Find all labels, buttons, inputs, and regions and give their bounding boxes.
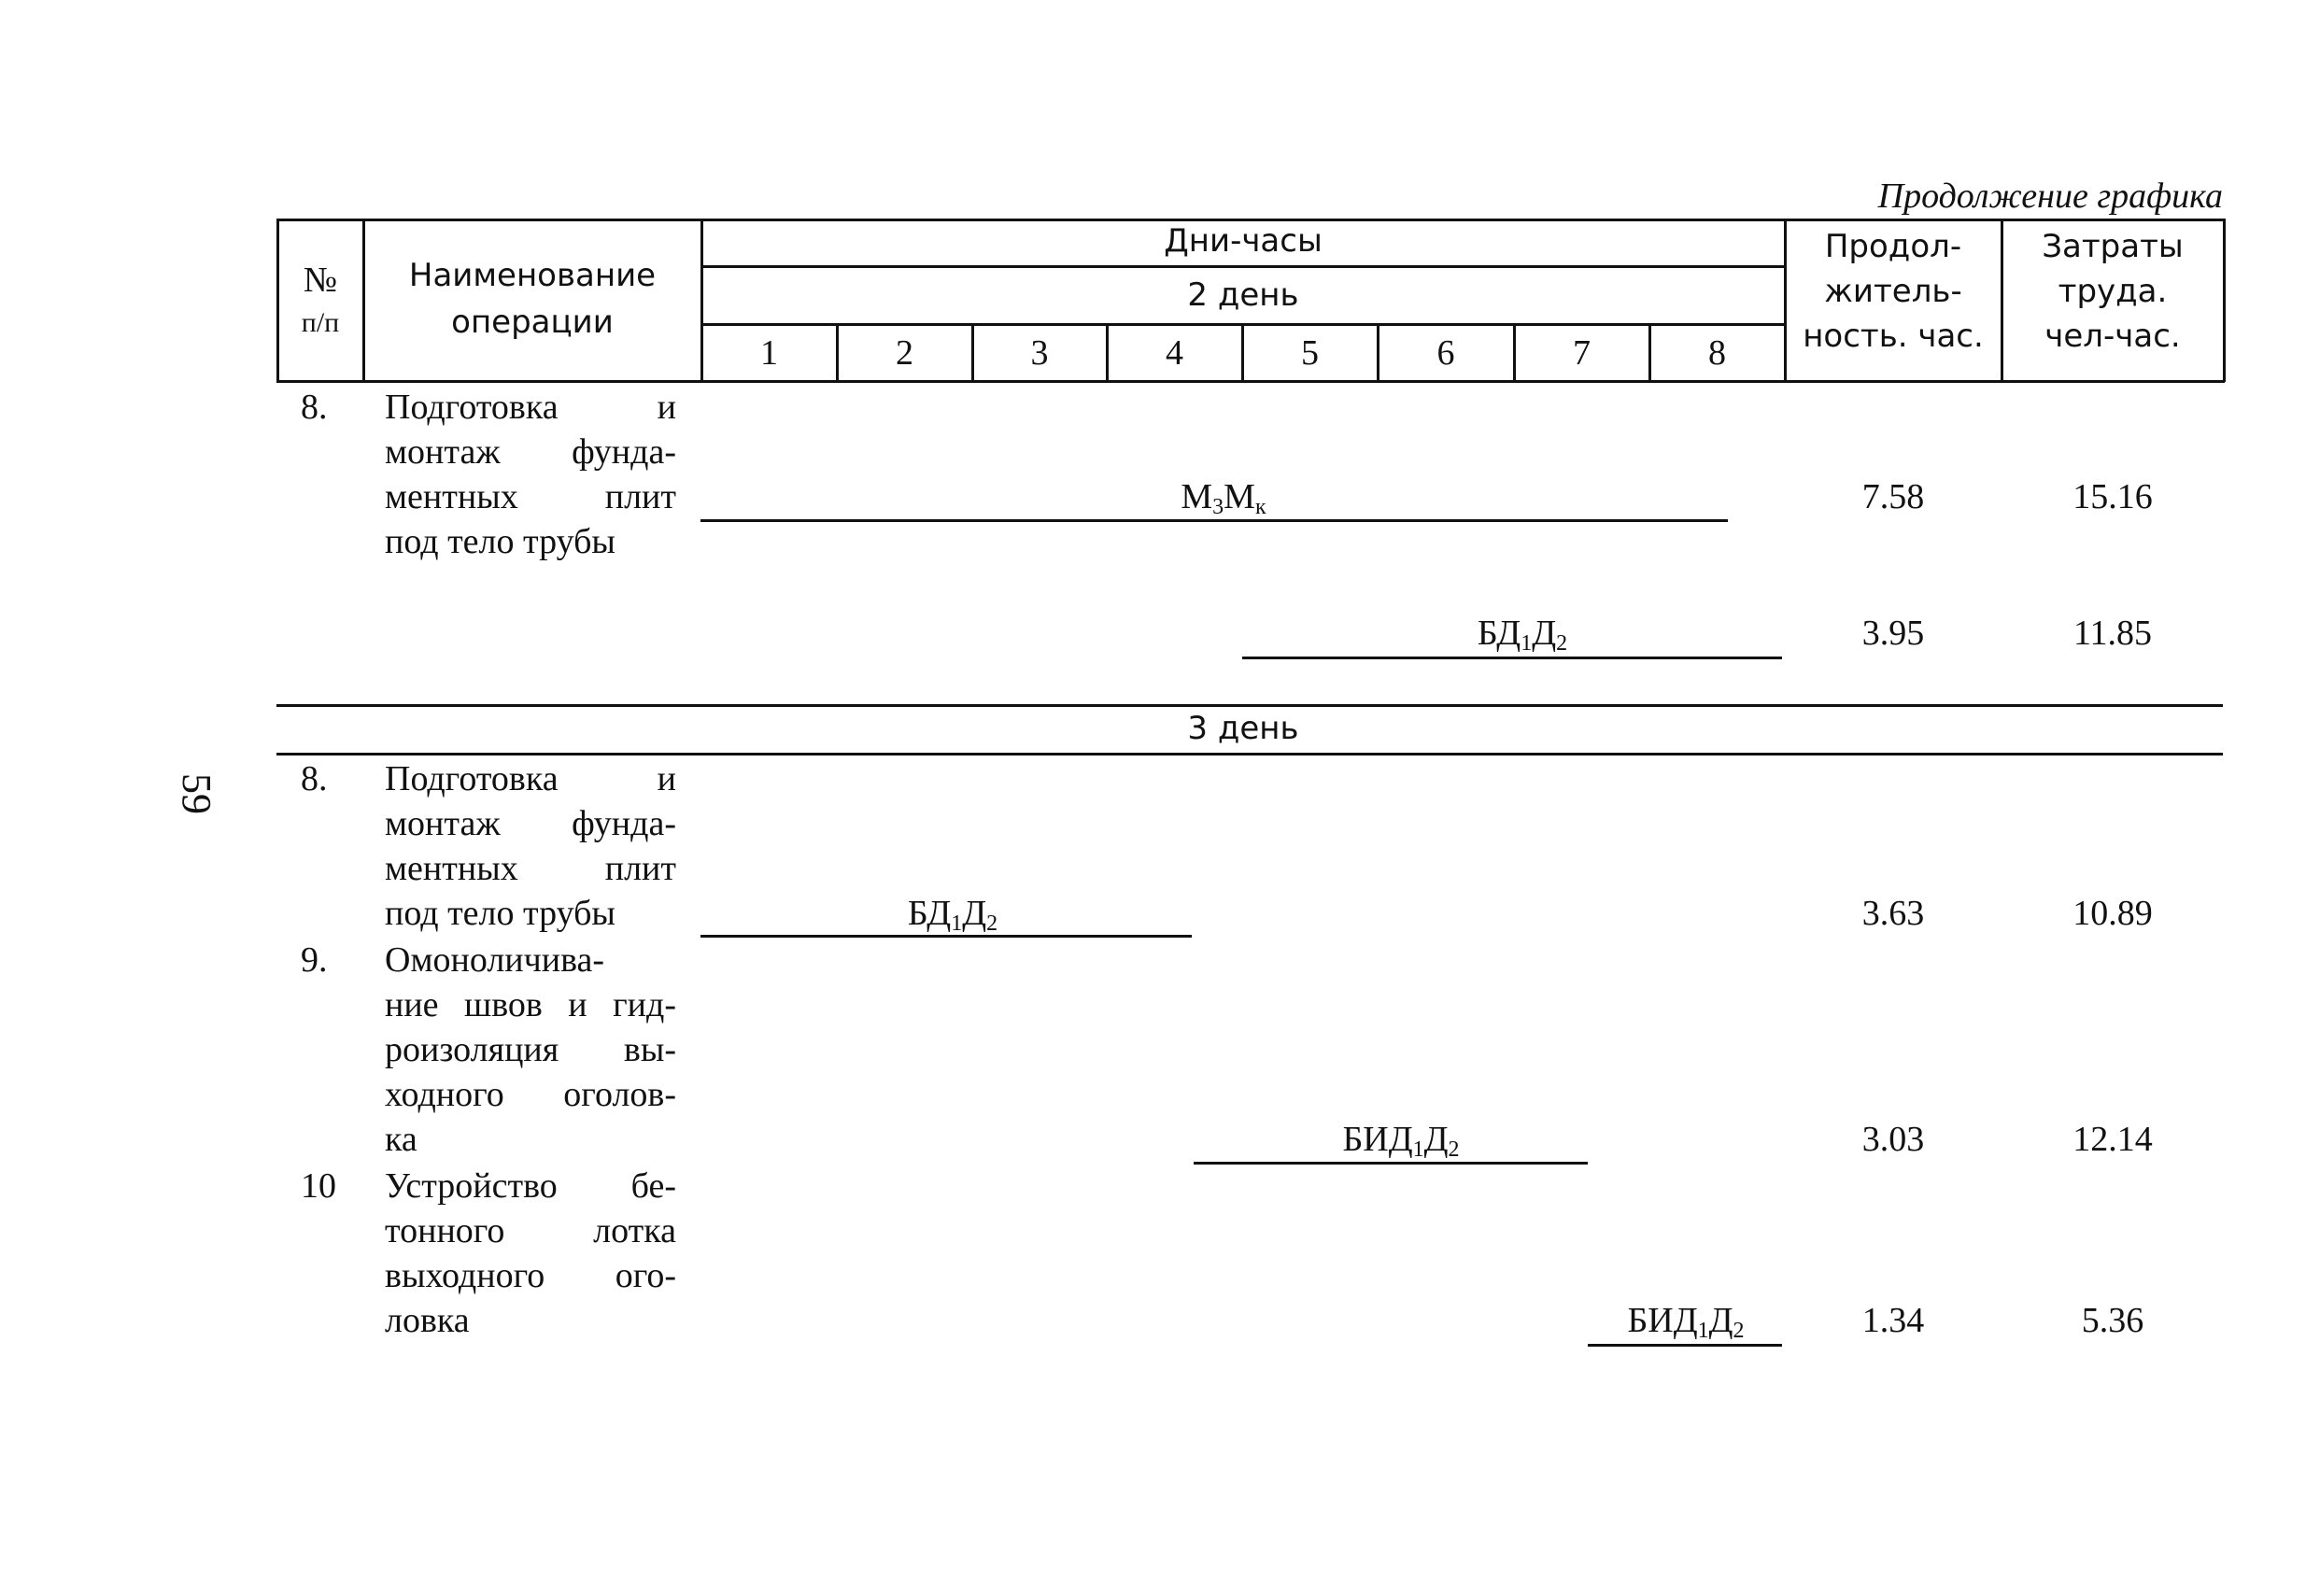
table-caption: Продолжение графика	[1877, 177, 2223, 216]
duration-value: 1.34	[1861, 1301, 1925, 1340]
operation-name-line: под тело трубы	[385, 522, 615, 561]
header-duration-line: ность. час.	[1803, 318, 1984, 355]
operation-name-line: ка	[385, 1120, 417, 1159]
operation-name-line: Омоноличива-	[385, 940, 605, 980]
header-operation-name: Наименование операции	[408, 257, 657, 341]
hour-7: 7	[1573, 333, 1591, 373]
operation-name-line: монтаж фунда-	[385, 804, 676, 843]
hour-5: 5	[1301, 333, 1319, 373]
operation-name-line: монтаж фунда-	[385, 432, 676, 472]
gantt-bar-label: $БИД_1Д_2$	[1342, 1120, 1460, 1162]
labor-value: 5.36	[2081, 1301, 2144, 1340]
row-number: 8.	[301, 388, 328, 427]
header-labor-line: Затраты	[2042, 228, 2184, 265]
labor-value: 15.16	[2072, 477, 2153, 516]
operation-name-line: ходного оголов-	[385, 1075, 676, 1114]
header-num-symbol: №	[303, 261, 338, 300]
labor-value: 12.14	[2072, 1120, 2153, 1159]
day3-label: 3 день	[1187, 710, 1299, 747]
labor-value: 11.85	[2072, 614, 2153, 653]
gantt-bar	[700, 519, 1728, 522]
operation-name-line: ментных плит	[385, 477, 676, 516]
day3-bottom-rule	[276, 753, 2223, 756]
gantt-bar	[1242, 657, 1782, 659]
header-labor-line: чел-час.	[2044, 318, 2181, 355]
row-number: 10	[301, 1166, 336, 1206]
operation-name-line: Устройство бе-	[385, 1166, 676, 1206]
duration-value: 3.95	[1861, 614, 1925, 653]
hour-4: 4	[1166, 333, 1183, 373]
header-duration-line: житель-	[1824, 273, 1962, 310]
gantt-bar-label: $БИД_1Д_2$	[1627, 1301, 1745, 1343]
duration-value: 3.63	[1861, 894, 1925, 933]
operation-name-line: ние швов и гид-	[385, 985, 676, 1024]
operation-name-line: ментных плит	[385, 849, 676, 888]
gantt-bar	[1194, 1162, 1588, 1165]
header-num-abbrev: п/п	[301, 307, 340, 338]
row-number: 9.	[301, 940, 328, 980]
operation-name-line: выходного ого-	[385, 1256, 676, 1295]
operation-name-line: роизоляция вы-	[385, 1030, 676, 1069]
gantt-bar-label: $М_3М_к$	[1181, 477, 1266, 519]
operation-name-line: под тело трубы	[385, 894, 615, 933]
hour-1: 1	[760, 333, 778, 373]
hour-3: 3	[1030, 333, 1049, 373]
page-number: 59	[174, 773, 219, 814]
labor-value: 10.89	[2072, 894, 2153, 933]
duration-value: 7.58	[1861, 477, 1925, 516]
duration-value: 3.03	[1861, 1120, 1925, 1159]
gantt-bar	[1588, 1344, 1782, 1347]
header-labor-line: труда.	[2058, 273, 2168, 310]
gantt-bar	[700, 935, 1192, 938]
hour-6: 6	[1436, 333, 1455, 373]
operation-name-line: Подготовка и	[385, 759, 676, 798]
header-days-hours: Дни-часы	[1164, 222, 1323, 260]
operation-name-line: Подготовка и	[385, 388, 676, 427]
header-day-2: 2 день	[1187, 276, 1299, 314]
header-duration-line: Продол-	[1824, 228, 1962, 265]
operation-name-line: тонного лотка	[385, 1211, 676, 1250]
hour-2: 2	[896, 333, 913, 373]
gantt-bar-label: $БД_1Д_2$	[907, 894, 998, 936]
gantt-bar-label: $БД_1Д_2$	[1477, 614, 1568, 656]
row-number: 8.	[301, 759, 328, 798]
operation-name-line: ловка	[385, 1301, 470, 1340]
hour-8: 8	[1708, 333, 1726, 373]
